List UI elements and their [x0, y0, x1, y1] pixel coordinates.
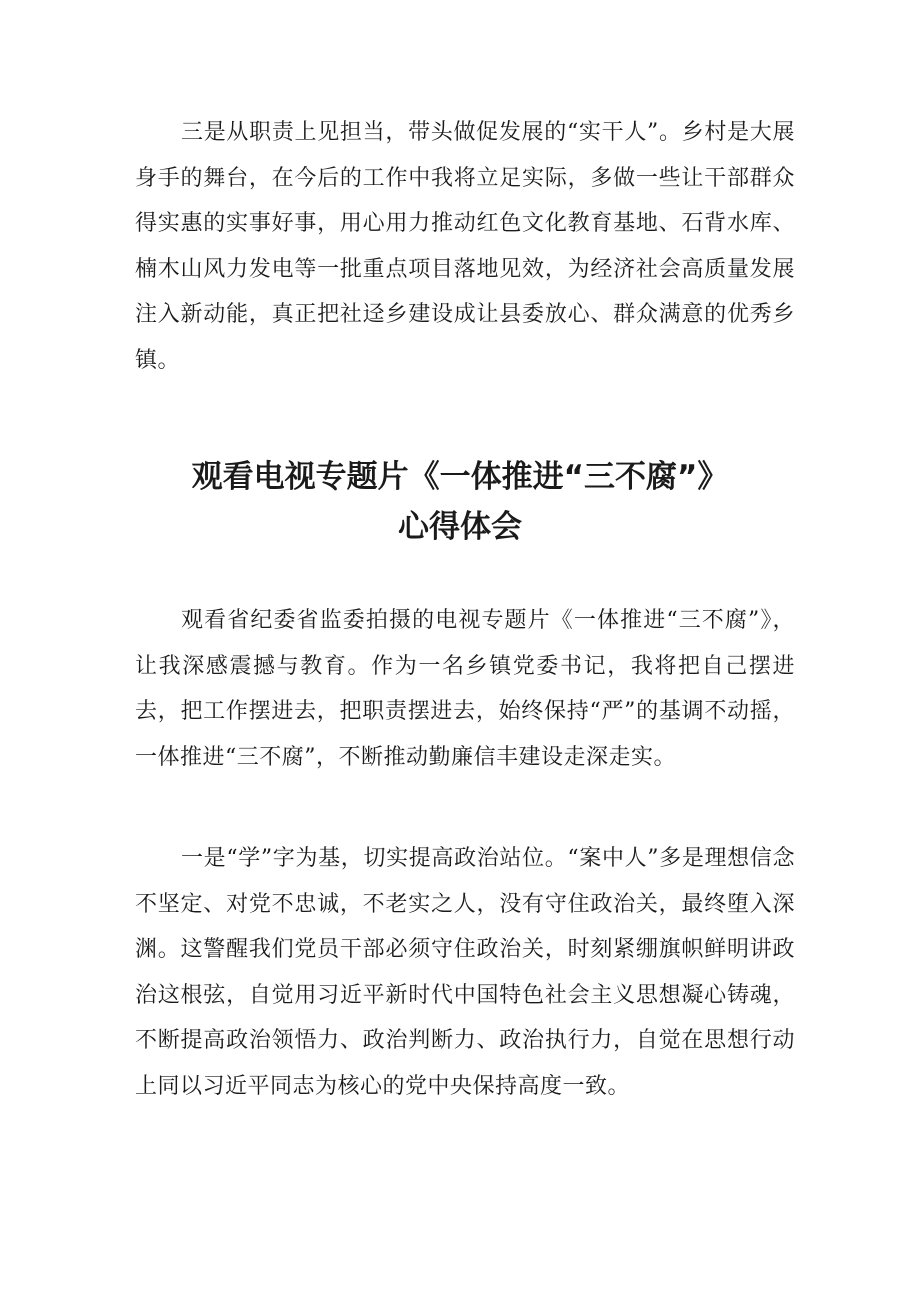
body-paragraph-responsibility: 三是从职责上见担当，带头做促发展的“实干人”。乡村是大展身手的舞台，在今后的工作中我将立足实际，多做一些让干部群众得实惠的实事好事，用心用力推动红色文化教育基地、石背水库、楠木山风力发电等一批重点项目落地见效，为经济社会高质量发展注入新动能，真正把社迳乡建设成让县委放心、群众满意的优秀乡镇。	[135, 120, 795, 373]
article-title-line-2: 心得体会	[398, 509, 522, 545]
body-paragraph-study: 一是“学”字为基，切实提高政治站位。“案中人”多是理想信念不坚定、对党不忠诚，不老实之人，没有守住政治关，最终堕入深渊。这警醒我们党员干部必须守住政治关，时刻紧绷旗帜鲜明讲政治这根弦，自觉用习近平新时代中国特色社会主义思想凝心铸魂，不断提高政治领悟力、政治判断力、政治执行力，自觉在思想行动上同以习近平同志为核心的党中央保持高度一致。	[135, 846, 795, 1099]
article-title-line-1: 观看电视专题片《一体推进“三不腐”》	[191, 459, 729, 495]
body-paragraph-intro: 观看省纪委省监委拍摄的电视专题片《一体推进“三不腐”》，让我深感震撼与教育。作为一名乡镇党委书记，我将把自己摆进去，把工作摆进去，把职责摆进去，始终保持“严”的基调不动摇，一体推进“三不腐”，不断推动勤廉信丰建设走深走实。	[135, 608, 795, 770]
